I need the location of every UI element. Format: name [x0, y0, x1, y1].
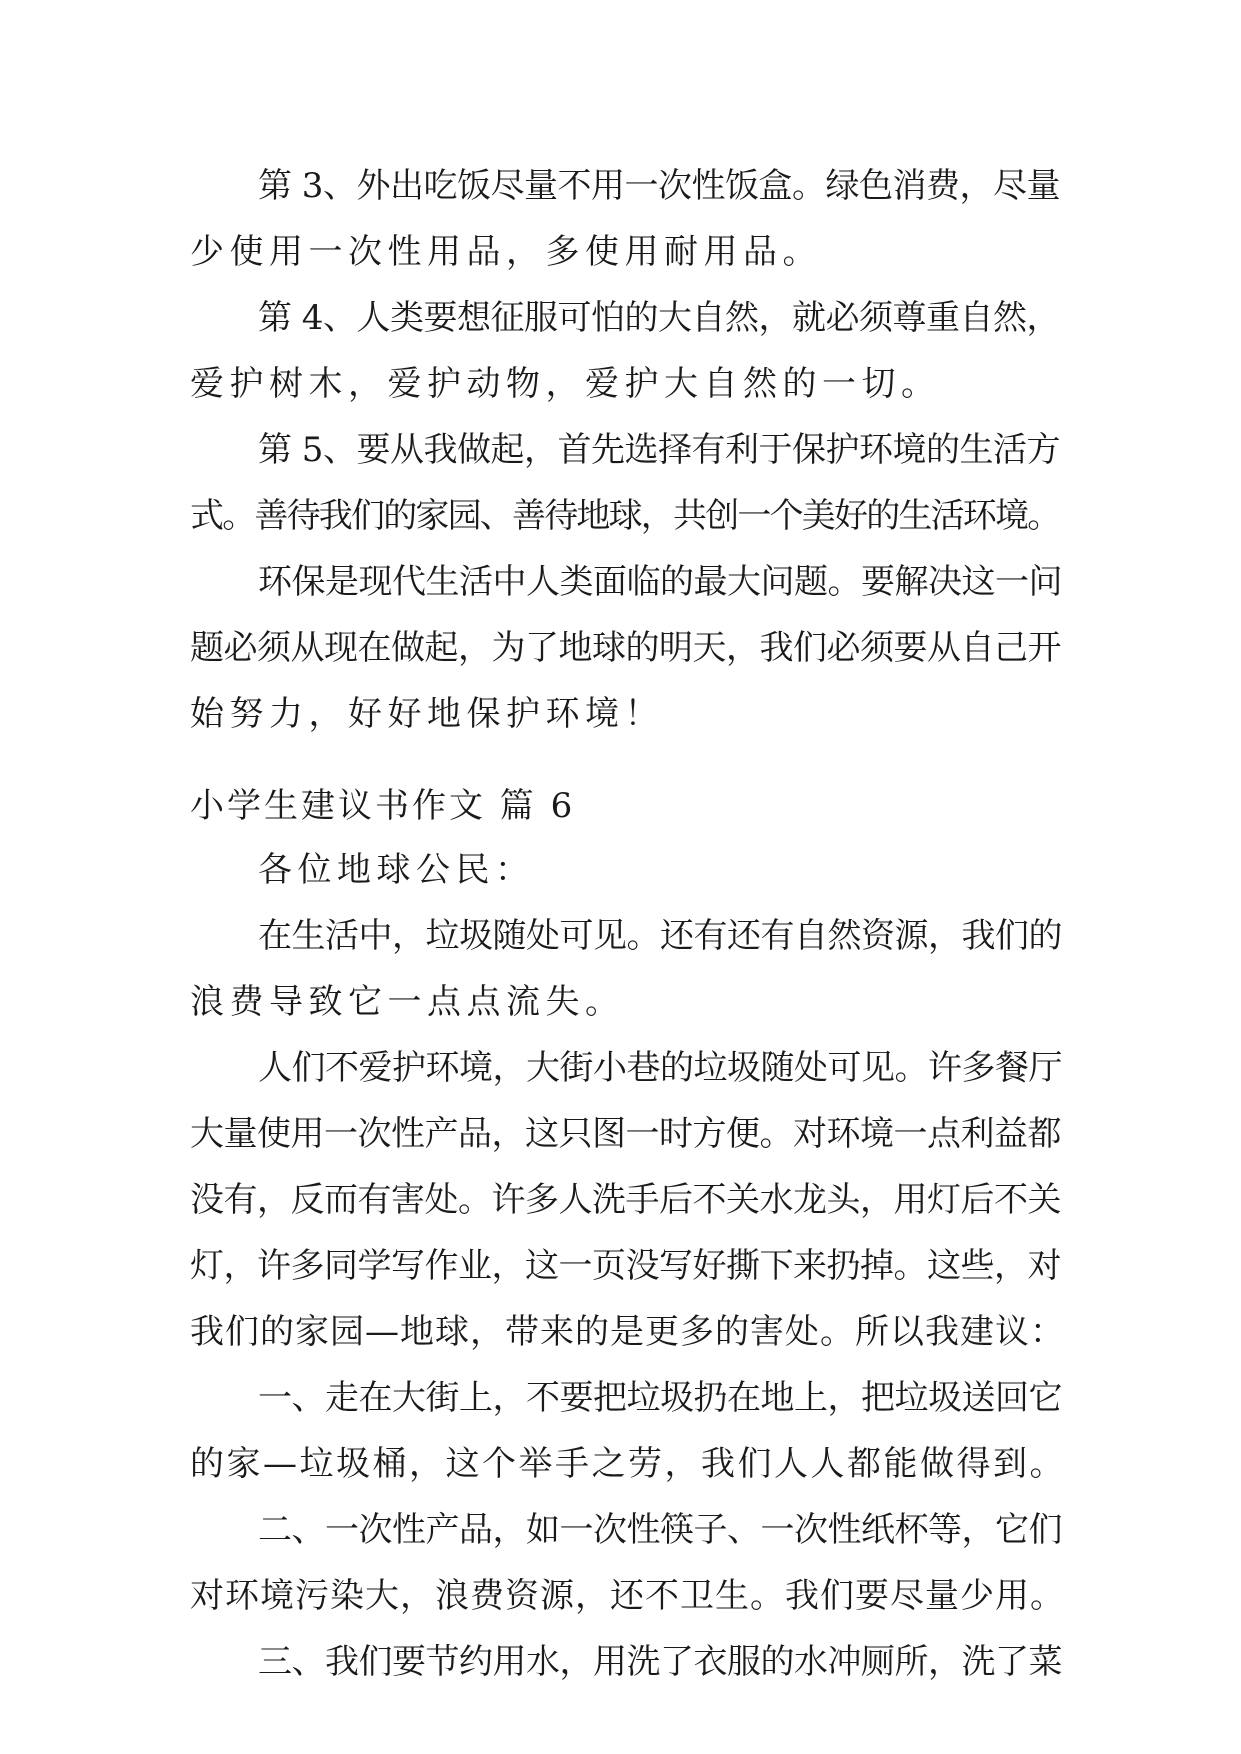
paragraph-line: 题必须从现在做起，为了地球的明天，我们必须要从自己开 — [190, 628, 1061, 668]
paragraph-line: 爱护树木，爱护动物，爱护大自然的一切。 — [190, 364, 941, 404]
paragraph-line: 没有，反而有害处。许多人洗手后不关水龙头，用灯后不关 — [190, 1180, 1061, 1220]
paragraph-line: 我们的家园—地球，带来的是更多的害处。所以我建议： — [190, 1312, 1065, 1352]
paragraph-line: 二、一次性产品，如一次性筷子、一次性纸杯等，它们 — [258, 1510, 1062, 1550]
paragraph-line: 灯，许多同学写作业，这一页没写好撕下来扔掉。这些，对 — [190, 1246, 1061, 1286]
paragraph-line: 第 5、要从我做起，首先选择有利于保护环境的生活方 — [258, 430, 1060, 470]
paragraph-line: 在生活中，垃圾随处可见。还有还有自然资源，我们的 — [258, 916, 1062, 956]
paragraph-line: 始努力，好好地保护环境！ — [190, 694, 664, 734]
paragraph-line: 第 3、外出吃饭尽量不用一次性饭盒。绿色消费，尽量 — [258, 166, 1060, 206]
paragraph-line: 的家—垃圾桶，这个举手之劳，我们人人都能做得到。 — [190, 1444, 1066, 1484]
paragraph-line: 环保是现代生活中人类面临的最大问题。要解决这一问 — [258, 562, 1062, 602]
paragraph-line: 浪费导致它一点点流失。 — [190, 982, 625, 1022]
paragraph-line: 人们不爱护环境，大街小巷的垃圾随处可见。许多餐厅 — [258, 1048, 1062, 1088]
paragraph-line: 大量使用一次性产品，这只图一时方便。对环境一点利益都 — [190, 1114, 1061, 1154]
paragraph-line: 式。善待我们的家园、善待地球，共创一个美好的生活环境。 — [190, 496, 1060, 536]
paragraph-line: 一、走在大街上，不要把垃圾扔在地上，把垃圾送回它 — [258, 1378, 1062, 1418]
salutation: 各位地球公民： — [258, 850, 535, 890]
paragraph-line: 少使用一次性用品，多使用耐用品。 — [190, 232, 822, 272]
section-title: 小学生建议书作文 篇 6 — [190, 786, 576, 826]
paragraph-line: 对环境污染大，浪费资源，还不卫生。我们要尽量少用。 — [190, 1576, 1065, 1616]
paragraph-line: 三、我们要节约用水，用洗了衣服的水冲厕所，洗了菜 — [258, 1642, 1062, 1682]
paragraph-line: 第 4、人类要想征服可怕的大自然，就必须尊重自然， — [258, 298, 1060, 338]
